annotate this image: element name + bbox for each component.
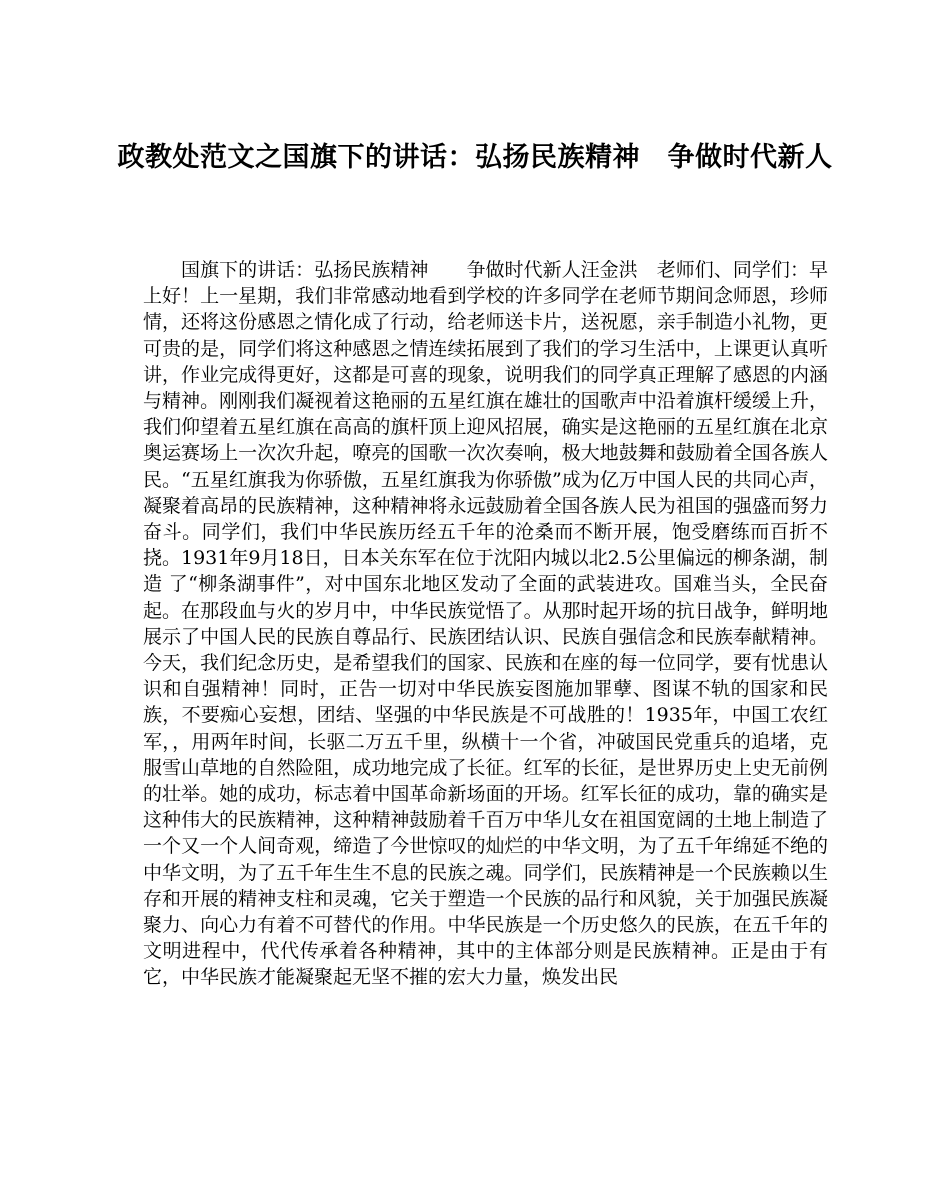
document-title: 政教处范文之国旗下的讲话：弘扬民族精神 争做时代新人 bbox=[117, 142, 833, 173]
document-body-paragraph: 国旗下的讲话：弘扬民族精神 争做时代新人汪金洪 老师们、同学们：早上好！上一星期，我们非常感动地看到学校的许多同学在老师节期间念师恩，珍师情，还将这份感恩之情化成了行动，给老师送卡片，送祝愿，亲手制造小礼物，更可贵的是，同学们将这种感恩之情连续拓展到了我们的学习生活中，上课更认真听讲，作业完成得更好，这都是可喜的现象，说明我们的同学真正理解了感恩的内涵与精神。刚刚我们凝视着这艳丽的五星红旗在雄壮的国歌声中沿着旗杆缓缓上升，我们仰望着五星红旗在高高的旗杆顶上迎风招展，确实是这艳丽的五星红旗在北京奥运赛场上一次次升起，嘹亮的国歌一次次奏响，极大地鼓舞和鼓励着全国各族人民。“五星红旗我为你骄傲，五星红旗我为你骄傲”成为亿万中国人民的共同心声，凝聚着高昂的民族精神，这种精神将永远鼓励着全国各族人民为祖国的强盛而努力奋斗。同学们，我们中华民族历经五千年的沧桑而不断开展，饱受磨练而百折不挠。1931年9月18日，日本关东军在位于沈阳内城以北2.5公里偏远的柳条湖，制造 了“柳条湖事件”，对中国东北地区发动了全面的武装进攻。国难当头，全民奋起。在那段血与火的岁月中，中华民族觉悟了。从那时起开场的抗日战争，鲜明地展示了中国人民的民族自尊品行、民族团结认识、民族自强信念和民族奉献精神。今天，我们纪念历史，是希望我们的国家、民族和在座的每一位同学，要有忧患认识和自强精神！同时，正告一切对中华民族妄图施加罪孽、图谋不轨的国家和民族，不要痴心妄想，团结、坚强的中华民族是不可战胜的！1935年，中国工农红军，，用两年时间，长驱二万五千里，纵横十一个省，冲破国民党重兵的追堵，克服雪山草地的自然险阻，成功地完成了长征。红军的长征，是世界历史上史无前例的壮举。她的成功，标志着中国革命新场面的开场。红军长征的成功，靠的确实是这种伟大的民族精神，这种精神鼓励着千百万中华儿女在祖国宽阔的土地上制造了一个又一个人间奇观，缔造了今世惊叹的灿烂的中华文明，为了五千年绵延不绝的中华文明，为了五千年生生不息的民族之魂。同学们，民族精神是一个民族赖以生存和开展的精神支柱和灵魂，它关于塑造一个民族的品行和风貌，关于加强民族凝聚力、向心力有着不可替代的作用。中华民族是一个历史悠久的民族，在五千年的文明进程中，代代传承着各种精神，其中的主体部分则是民族精神。正是由于有它，中华民族才能凝聚起无坚不摧的宏大力量，焕发出民 bbox=[143, 259, 828, 989]
